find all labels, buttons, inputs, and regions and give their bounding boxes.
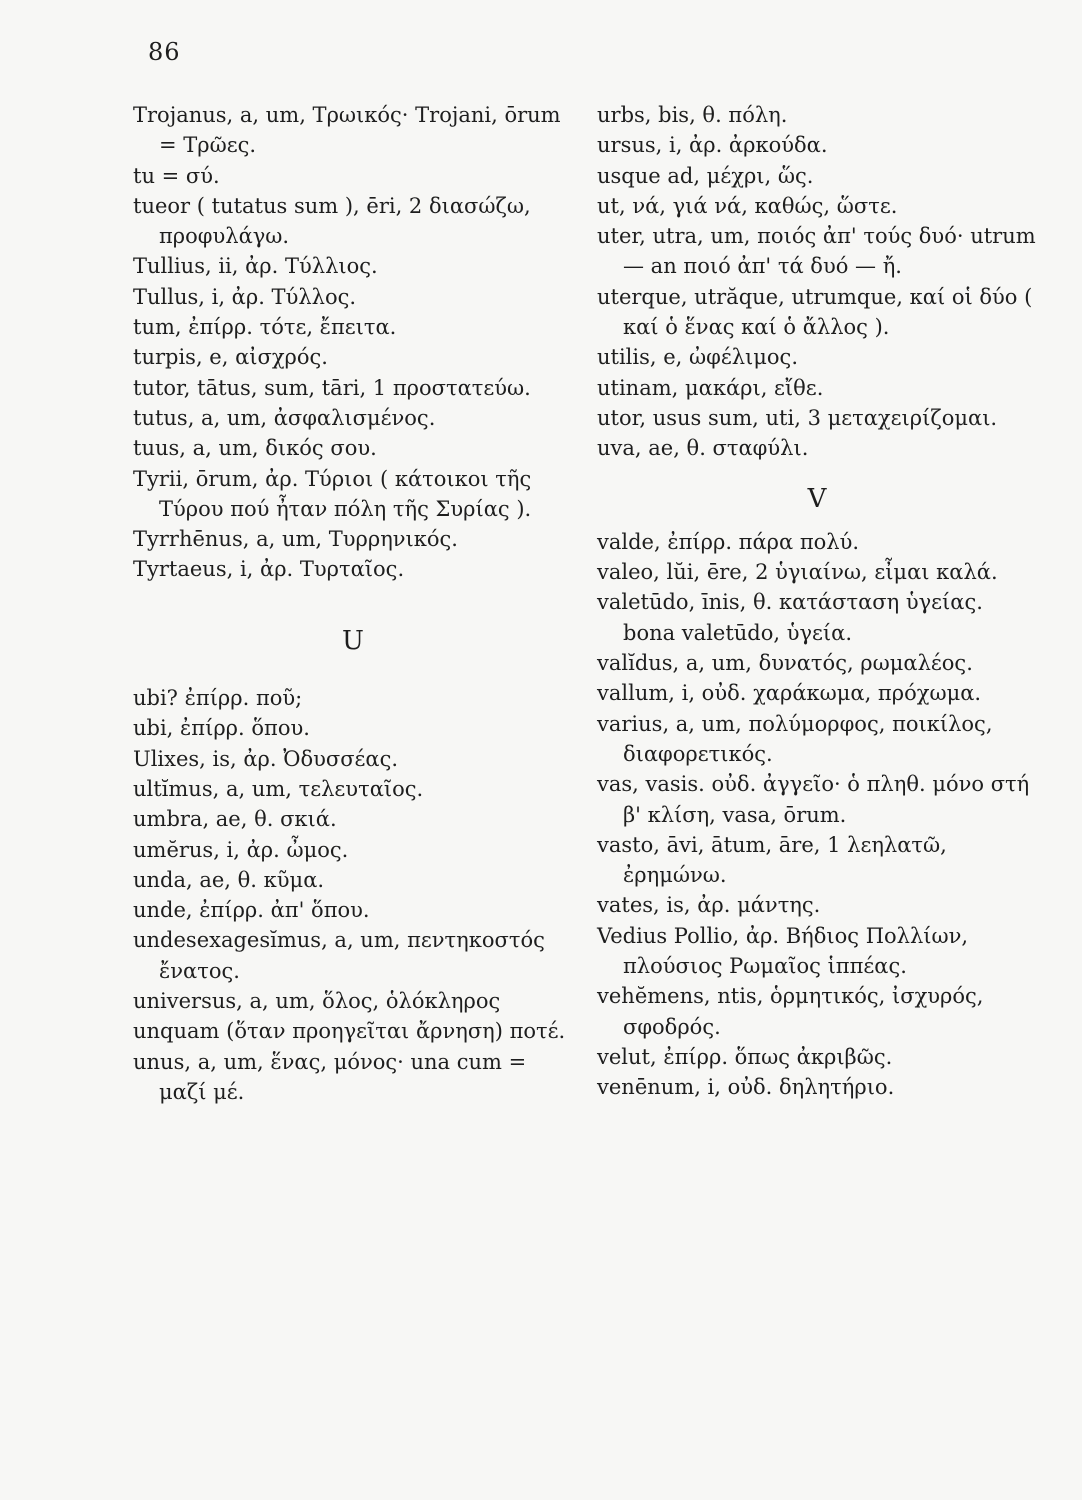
dictionary-entry: unda, ae, θ. κῦμα.: [133, 867, 325, 892]
dictionary-entry: tuus, a, um, δικός σου.: [133, 436, 377, 461]
dictionary-entry: unde, ἐπίρρ. ἀπ' ὅπου.: [133, 898, 370, 923]
dictionary-entry: Ulixes, is, ἀρ. Ὀδυσσέας.: [133, 746, 399, 771]
dictionary-entry: ubi, ἐπίρρ. ὅπου.: [133, 716, 310, 741]
dictionary-entry: Tyrtaeus, i, ἀρ. Τυρταῖος.: [133, 557, 405, 582]
dictionary-entry: usque ad, μέχρι, ὥς.: [597, 163, 814, 188]
dictionary-entry: ut, νά, γιά νά, καθώς, ὥστε.: [597, 193, 898, 218]
dictionary-entry: unquam (ὅταν προηγεῖται ἄρνηση) ποτέ.: [133, 1019, 566, 1044]
dictionary-entry: Tullius, ii, ἀρ. Τύλλιος.: [133, 254, 378, 279]
dictionary-entry: uva, ae, θ. σταφύλι.: [597, 436, 809, 461]
dictionary-entry: valeo, lŭi, ēre, 2 ὑγιαίνω, εἶμαι καλά.: [597, 560, 998, 585]
dictionary-entry: Vedius Pollio, ἀρ. Βήδιος Πολλίων, πλούσιος Ρωμαῖος ἱππέας.: [597, 923, 969, 979]
dictionary-entry: vallum, i, οὐδ. χαράκωμα, πρόχωμα.: [597, 681, 982, 706]
dictionary-entry: umĕrus, i, ἀρ. ὦμος.: [133, 837, 349, 862]
dictionary-entry: uter, utra, um, ποιός ἀπ' τούς δυό· utrum — an ποιό ἀπ' τά δυό — ἤ.: [597, 224, 1036, 279]
dictionary-entry: ursus, i, ἀρ. ἀρκούδα.: [597, 133, 828, 158]
dictionary-entry: uterque, utrăque, utrumque, καί οἱ δύο ( καί ὁ ἕνας καί ὁ ἄλλος ).: [597, 284, 1033, 340]
entry-list-u-continued: [597, 100, 1037, 464]
dictionary-entry: urbs, bis, θ. πόλη.: [597, 103, 788, 127]
dictionary-entry: ubi? ἐπίρρ. ποῦ;: [133, 686, 303, 711]
entry-list-t: [133, 100, 573, 585]
page-number: 86: [148, 38, 181, 66]
dictionary-entry: vasto, āvi, ātum, āre, 1 λεηλατῶ, ἐρημώνω.: [597, 832, 947, 888]
dictionary-entry: unus, a, um, ἕνας, μόνος· una cum = μαζί μέ.: [133, 1049, 527, 1104]
dictionary-entry: vas, vasis. οὐδ. ἀγγεῖο· ὁ πληθ. μόνο στή β' κλίση, vasa, ōrum.: [597, 772, 1030, 827]
dictionary-entry: venēnum, i, οὐδ. δηλητήριο.: [597, 1075, 895, 1100]
dictionary-entry: tutor, tātus, sum, tāri, 1 προστατεύω.: [133, 375, 531, 400]
dictionary-entry: turpis, e, αἰσχρός.: [133, 345, 328, 370]
right-column: [597, 100, 1037, 1103]
dictionary-entry: valde, ἐπίρρ. πάρα πολύ.: [597, 529, 860, 554]
dictionary-entry: Tyrii, ōrum, ἀρ. Τύριοι ( κάτοικοι τῆς Τύρου πού ἦταν πόλη τῆς Συρίας ).: [133, 466, 532, 521]
left-column: [133, 100, 573, 1107]
entry-list-u: [133, 683, 573, 1107]
dictionary-entry: tu = σύ.: [133, 163, 220, 188]
dictionary-entry: valetūdo, īnis, θ. κατάσταση ὑγείας. bona valetūdo, ὑγεία.: [597, 590, 983, 645]
dictionary-entry: utilis, e, ὠφέλιμος.: [597, 345, 798, 370]
dictionary-entry: ultĭmus, a, um, τελευταῖος.: [133, 776, 424, 801]
section-heading-u: U: [342, 625, 364, 656]
dictionary-entry: Tullus, i, ἀρ. Τύλλος.: [133, 284, 357, 309]
dictionary-entry: utor, usus sum, uti, 3 μεταχειρίζομαι.: [597, 405, 998, 430]
entry-list-v: [597, 527, 1037, 1103]
dictionary-entry: umbra, ae, θ. σκιά.: [133, 807, 337, 832]
dictionary-entry: tum, ἐπίρρ. τότε, ἔπειτα.: [133, 315, 397, 340]
dictionary-entry: undesexagesĭmus, a, um, πεντηκοστός ἔνατος.: [133, 928, 545, 983]
dictionary-entry: varius, a, um, πολύμορφος, ποικίλος, διαφορετικός.: [597, 711, 993, 766]
dictionary-entry: utinam, μακάρι, εἴθε.: [597, 375, 824, 400]
dictionary-entry: Trojanus, a, um, Τρωικός· Trojani, ōrum = Τρῶες.: [133, 103, 561, 158]
dictionary-entry: universus, a, um, ὅλος, ὁλόκληρος: [133, 989, 501, 1014]
dictionary-entry: tueor ( tutatus sum ), ēri, 2 διασώζω, προφυλάγω.: [133, 193, 531, 249]
dictionary-entry: tutus, a, um, ἀσφαλισμένος.: [133, 405, 436, 430]
dictionary-entry: Tyrrhēnus, a, um, Τυρρηνικός.: [133, 527, 458, 552]
dictionary-entry: vates, is, ἀρ. μάντης.: [597, 893, 821, 918]
dictionary-entry: valĭdus, a, um, δυνατός, ρωμαλέος.: [597, 651, 973, 676]
section-heading-v: V: [807, 483, 827, 514]
dictionary-entry: vehĕmens, ntis, ὁρμητικός, ἰσχυρός, σφοδρός.: [597, 984, 984, 1039]
dictionary-entry: velut, ἐπίρρ. ὅπως ἀκριβῶς.: [597, 1044, 893, 1069]
